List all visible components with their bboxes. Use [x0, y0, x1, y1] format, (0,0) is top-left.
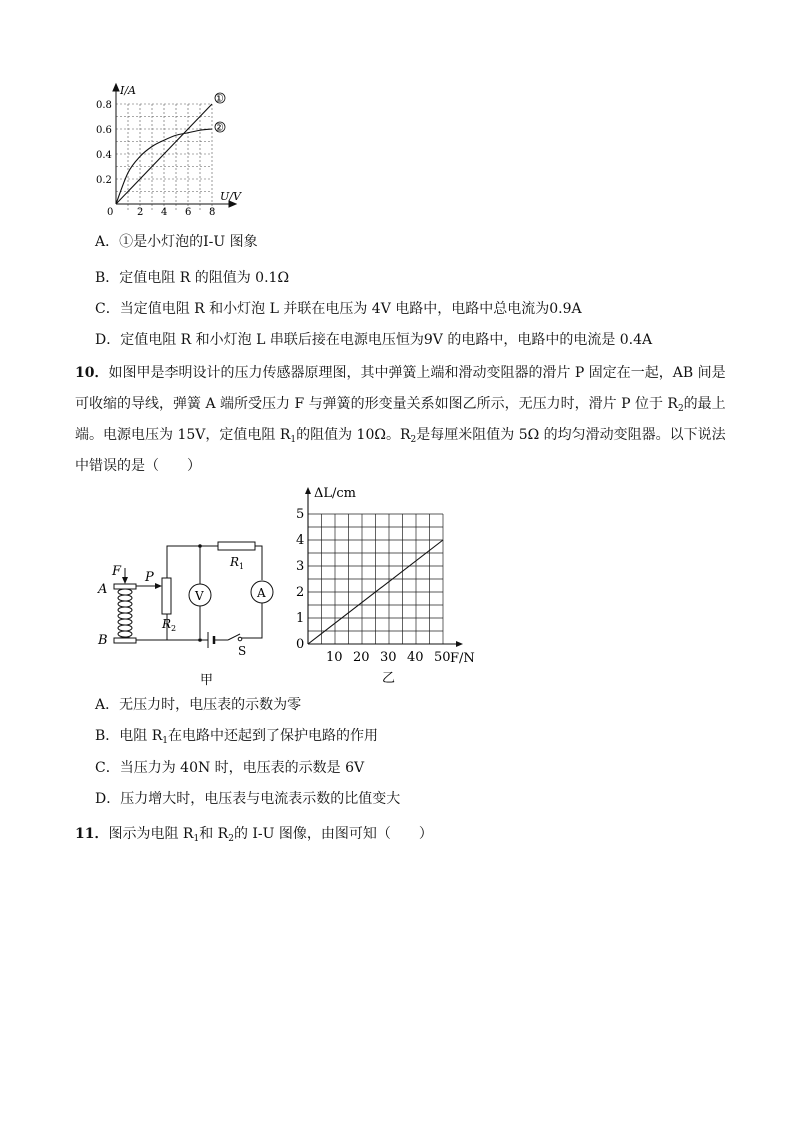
junction-dot: [198, 544, 202, 548]
q10-stem-text-2b: 的最上: [683, 396, 726, 412]
label-a: A: [98, 582, 108, 597]
q10-stem-text-3b: 的阻值为 10Ω。R: [296, 427, 411, 443]
q10-option-a[interactable]: A．无压力时，电压表的示数为零: [95, 697, 302, 713]
iu-origin-label: 0: [107, 207, 114, 217]
slider-arrow-head: [155, 583, 162, 589]
resistor-r1: [218, 542, 255, 550]
spring-graph-x-label: F/N: [450, 651, 475, 666]
q10-option-b-text: 在电路中还起到了保护电路的作用: [168, 728, 379, 744]
iu-y-tick: 0.4: [96, 150, 112, 161]
spring-graph: [290, 482, 490, 687]
spring-graph-x-tick: 20: [353, 650, 370, 665]
label-b: B: [98, 633, 108, 648]
q11-stem-text: 的 I-U 图像，由图可知（ ）: [233, 826, 433, 842]
wire-right: [240, 603, 262, 638]
q11-stem-sub: 1: [193, 834, 200, 844]
iu-x-label: U/V: [220, 190, 241, 203]
q10-stem-text-3a: 端。电源电压为 15V，定值电阻 R: [75, 427, 291, 443]
iu-graph: [90, 82, 340, 217]
label-r1: $R_1$: [230, 555, 245, 571]
q9-option-a[interactable]: A．①是小灯泡的I-U 图象: [95, 234, 258, 250]
spring-graph-x-tick: 10: [326, 650, 343, 665]
spring-graph-y-tick: 5: [296, 507, 305, 522]
wire-top: [167, 546, 218, 578]
q10-stem-text-2a: 可收缩的导线，弹簧 A 端所受压力 F 与弹簧的形变量关系如图乙所示，无压力时，滑片 P 位于 R: [75, 396, 678, 412]
iu-x-tick: 6: [185, 207, 192, 217]
q11-stem: [75, 825, 433, 843]
spring-graph-grid: [308, 514, 443, 644]
spring-icon: [118, 589, 132, 643]
iu-x-tick: 2: [137, 207, 144, 217]
spring-graph-y-arrow: [305, 487, 311, 494]
iu-x-tick: 4: [161, 207, 168, 217]
spring-graph-x-tick: 40: [407, 650, 424, 665]
iu-y-label: I/A: [120, 84, 136, 97]
spring-graph-x-tick: 30: [380, 650, 397, 665]
spring-top-plate: [114, 584, 136, 589]
q11-stem-sub: 2: [228, 834, 234, 844]
q9-option-d[interactable]: D．定值电阻 R 和小灯泡 L 串联后接在电源电压恒为9V 的电路中，电路中的电流是 0.4A: [95, 332, 653, 348]
label-s: S: [238, 644, 247, 658]
q10-option-d[interactable]: D．压力增大时，电压表与电流表示数的比值变大: [95, 791, 401, 807]
spring-graph-caption: 乙: [382, 671, 396, 686]
iu-y-tick: 0.6: [96, 125, 112, 136]
q11-stem-text: 图示为电阻 R: [108, 826, 194, 842]
q10-option-b-sub: 1: [162, 736, 169, 746]
iu-graph-grid: [116, 104, 212, 210]
label-ammeter: A: [257, 586, 266, 600]
spring-graph-y-tick: 4: [296, 533, 305, 548]
label-r2: $R_2$: [162, 617, 177, 633]
q11-number: 11．: [75, 826, 109, 842]
q11-stem-text: 和 R: [199, 826, 229, 842]
spring-graph-x-tick: 50: [434, 650, 451, 665]
q10-stem-line-2: [75, 395, 726, 413]
junction-dot: [198, 638, 202, 642]
q10-number: 10．: [75, 365, 109, 381]
switch-contact: [238, 637, 242, 641]
label-voltmeter: V: [195, 589, 204, 603]
spring-bottom-plate: [114, 638, 136, 643]
iu-y-tick: 0.8: [96, 100, 112, 111]
wire-top-right: [255, 546, 262, 580]
iu-series-2-label: ②: [214, 121, 224, 134]
rheostat-r2: [162, 578, 171, 614]
q10-stem-text-1: 如图甲是李明设计的压力传感器原理图，其中弹簧上端和滑动变阻器的滑片 P 固定在一起，AB 间是: [108, 365, 726, 381]
force-arrow-head: [122, 577, 128, 584]
circuit-caption: 甲: [200, 673, 214, 688]
q10-option-c[interactable]: C．当压力为 40N 时，电压表的示数是 6V: [95, 760, 365, 776]
q10-option-b[interactable]: [95, 727, 378, 745]
spring-graph-y-tick: 3: [296, 559, 305, 574]
label-p: P: [145, 570, 154, 585]
spring-graph-y-label: ΔL/cm: [314, 486, 357, 501]
spring-graph-x-arrow: [456, 641, 463, 647]
spring-graph-origin: 0: [296, 637, 305, 652]
spring-graph-y-tick: 2: [296, 585, 305, 600]
q10-stem-sub: 2: [410, 435, 417, 445]
label-f: F: [112, 564, 122, 579]
iu-y-arrow: [113, 84, 119, 91]
q9-option-c[interactable]: C．当定值电阻 R 和小灯泡 L 并联在电压为 4V 电路中，电路中总电流为0.9A: [95, 301, 582, 317]
q10-option-b-text: B．电阻 R: [95, 728, 163, 744]
q10-stem-line-4: 中错误的是（ ）: [75, 458, 201, 474]
q10-stem-line-1: [75, 364, 726, 382]
iu-series-1-label: ①: [214, 92, 224, 105]
spring-graph-y-tick: 1: [296, 611, 305, 626]
iu-x-tick: 8: [209, 207, 216, 217]
q9-option-b[interactable]: B．定值电阻 R 的阻值为 0.1Ω: [95, 270, 290, 286]
q10-stem-sub: 1: [290, 435, 297, 445]
iu-y-tick: 0.2: [96, 175, 112, 186]
q10-stem-text-3c: 是每厘米阻值为 5Ω 的均匀滑动变阻器。以下说法: [416, 427, 726, 443]
q10-stem-line-3: [75, 426, 726, 444]
q10-stem-sub: 2: [677, 404, 684, 414]
circuit-diagram: [90, 538, 280, 688]
